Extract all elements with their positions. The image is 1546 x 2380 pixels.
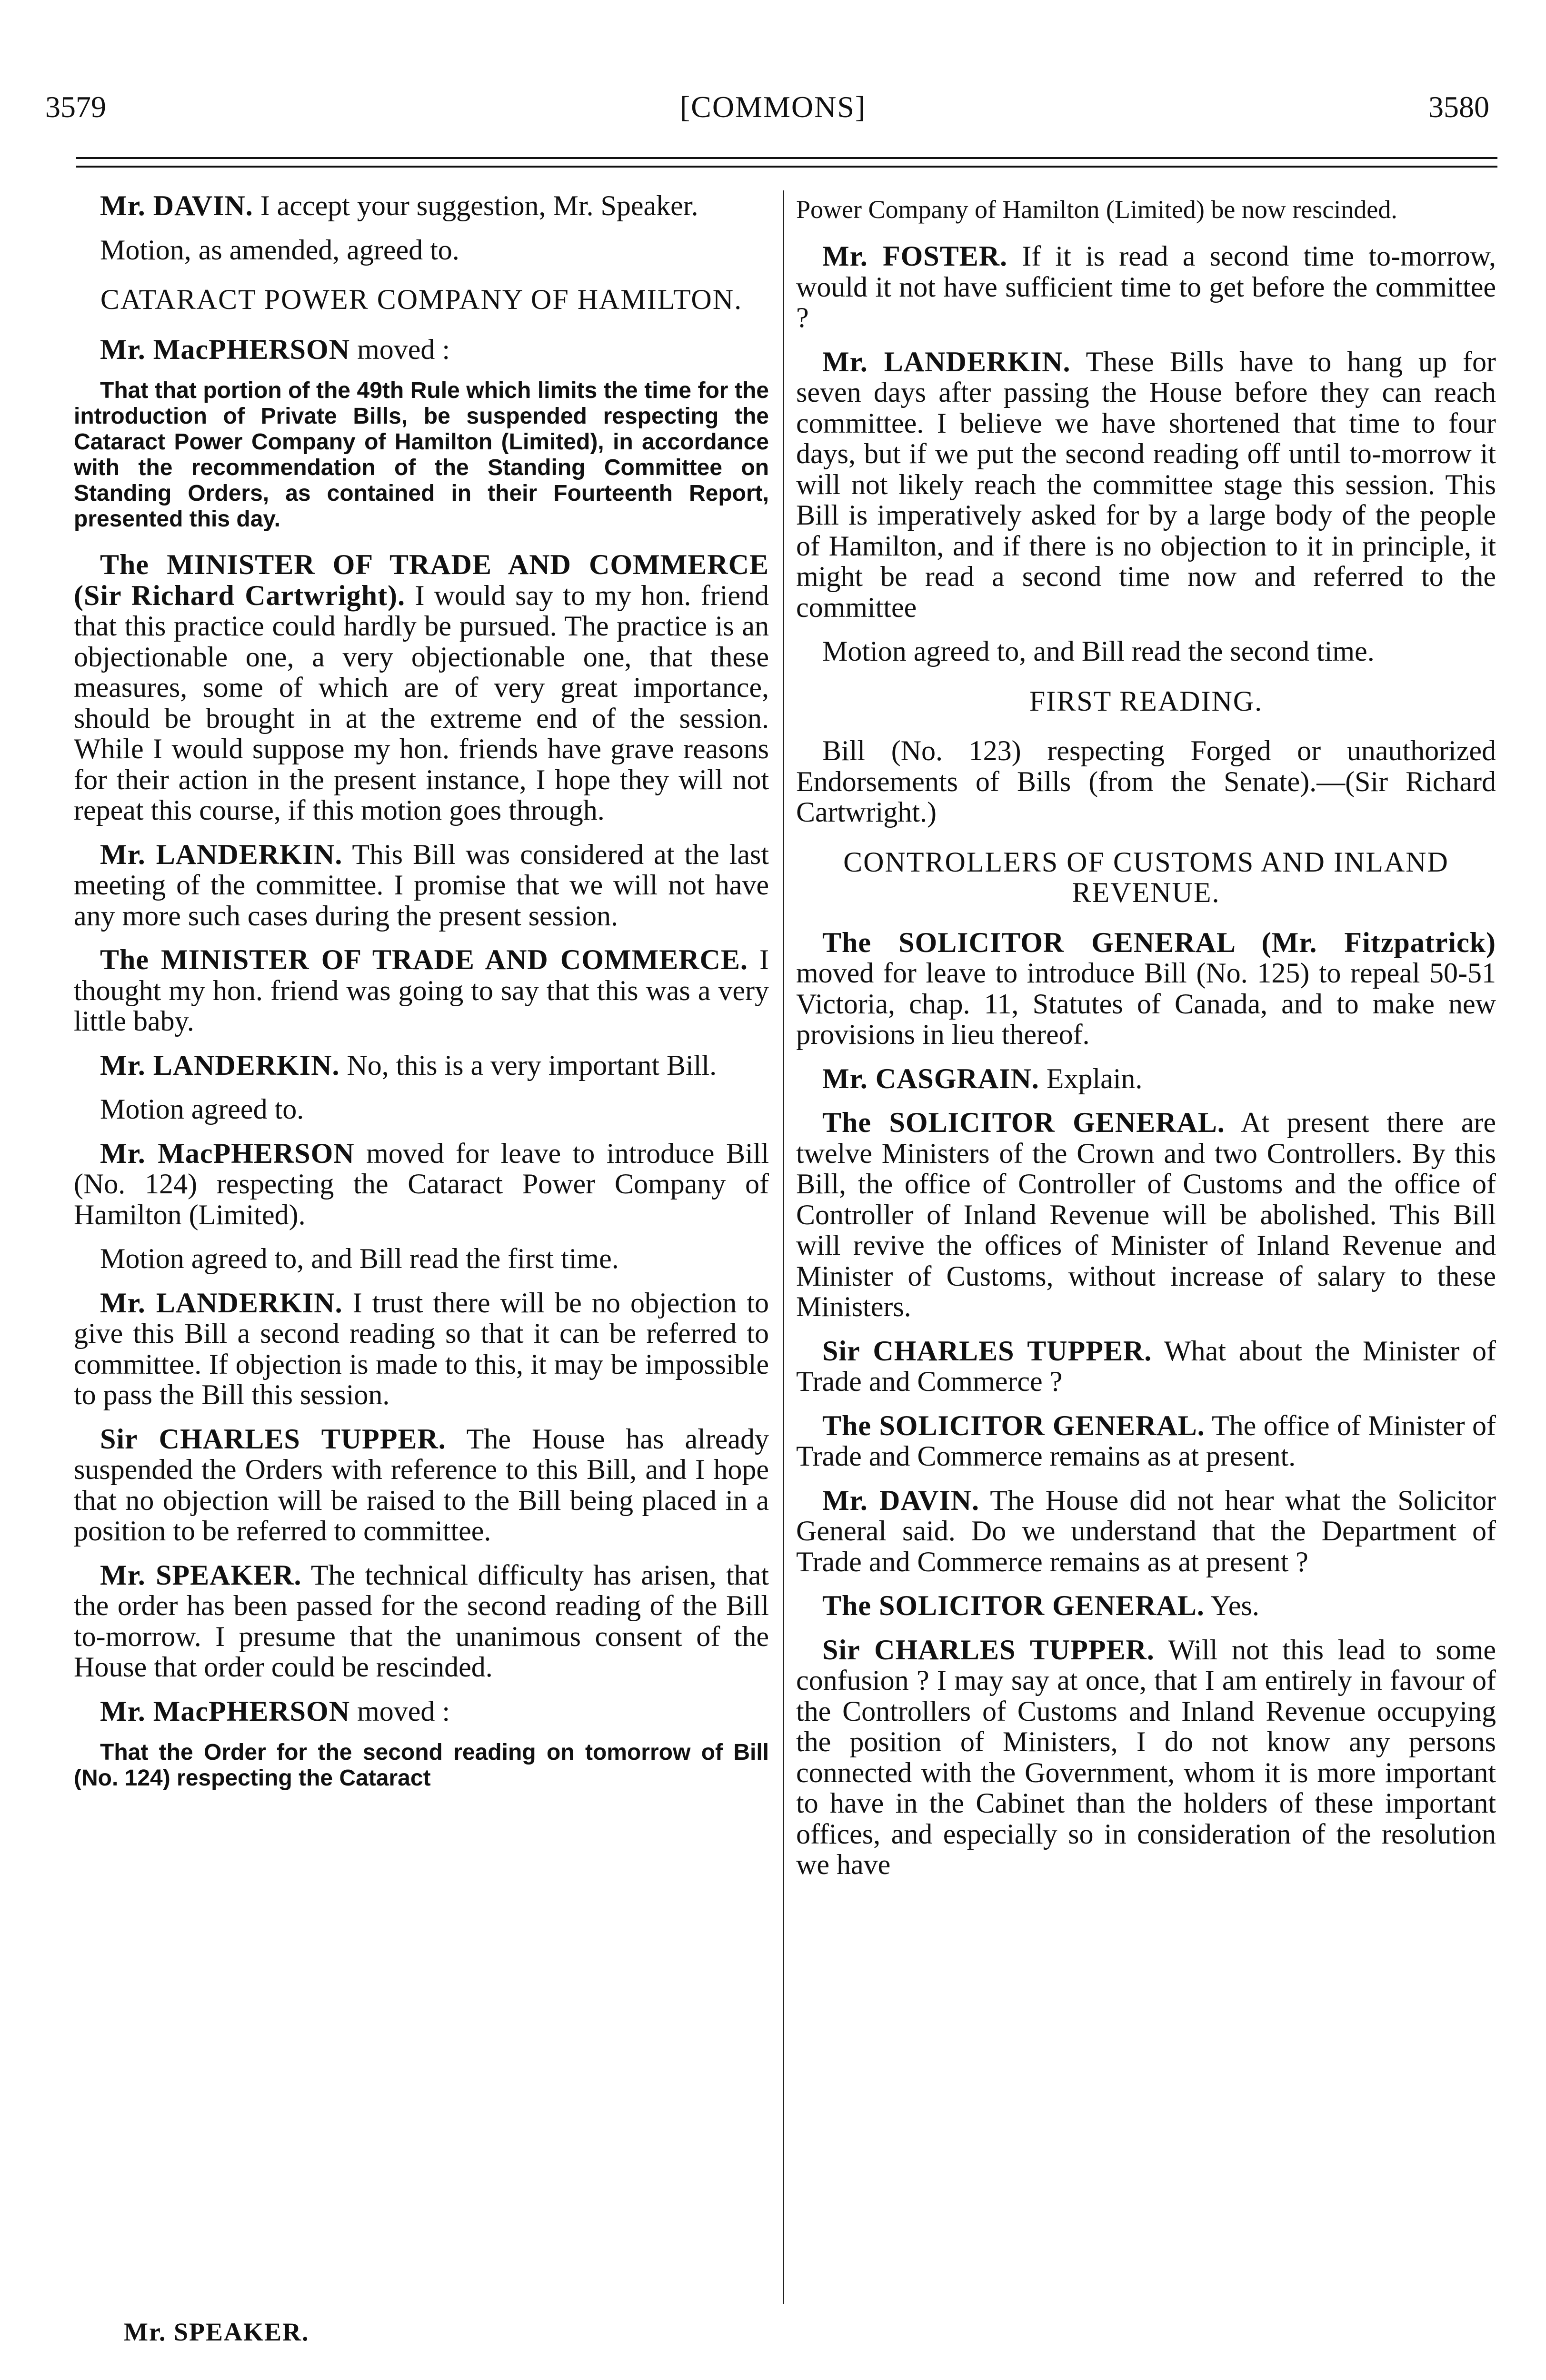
- header-rule-bottom: [76, 166, 1497, 168]
- speech-text: moved :: [350, 1695, 450, 1727]
- paragraph: [796, 1410, 1496, 1472]
- speaker-name: Mr. LANDERKIN.: [822, 346, 1071, 377]
- speaker-name: Mr. LANDERKIN.: [100, 838, 343, 870]
- speaker-name: Mr. LANDERKIN.: [100, 1049, 340, 1081]
- speech-text: This Bill was considered at the last meeting of the committee. I promise that we will not have any more such cases during the present session.: [74, 838, 769, 932]
- paragraph: [74, 839, 769, 932]
- paragraph: [796, 1336, 1496, 1397]
- section-heading: FIRST READING.: [1029, 685, 1263, 717]
- header-rule-top: [76, 157, 1497, 159]
- paragraph: Bill (No. 123) respecting Forged or unauthorized Endorsements of Bills (from the Senate).—(Sir Richard Cartwright.): [796, 735, 1496, 828]
- paragraph: [74, 1050, 769, 1081]
- speaker-name: Mr. DAVIN.: [822, 1484, 979, 1516]
- speech-text: moved for leave to introduce Bill (No. 124) respecting the Cataract Power Company of Hamilton (Limited).: [74, 1137, 769, 1230]
- speaker-name: The MINISTER OF TRADE AND COMMERCE (Sir Richard Cartwright).: [74, 549, 769, 611]
- speaker-name: The SOLICITOR GENERAL (Mr. Fitzpatrick): [822, 926, 1496, 958]
- speaker-name: The SOLICITOR GENERAL.: [822, 1590, 1205, 1621]
- paragraph: [74, 549, 769, 826]
- speaker-name: Mr. MacPHERSON: [100, 333, 350, 365]
- speech-text: I trust there will be no objection to give this Bill a second reading so that it can be referred to committee. If objection is made to this, it may be impossible to pass the Bill this session.: [74, 1287, 769, 1410]
- speech-text: Yes.: [1204, 1590, 1259, 1621]
- speech-text: moved for leave to introduce Bill (No. 125) to repeal 50-51 Victoria, chap. 11, Statutes of Canada, and to make new provisions in lieu thereof.: [796, 957, 1496, 1050]
- paragraph: [74, 1138, 769, 1230]
- paragraph: [796, 1063, 1496, 1094]
- speaker-name: Mr. MacPHERSON: [100, 1137, 355, 1169]
- section-heading: CATARACT POWER COMPANY OF HAMILTON.: [100, 284, 743, 315]
- speaker-name: Sir CHARLES TUPPER.: [822, 1634, 1155, 1666]
- paragraph: [74, 1424, 769, 1547]
- speech-text: I thought my hon. friend was going to say that this was a very little baby.: [74, 944, 769, 1037]
- speaker-name: Mr. LANDERKIN.: [100, 1287, 343, 1319]
- paragraph: Motion, as amended, agreed to.: [100, 234, 459, 266]
- speech-text: At present there are twelve Ministers of the Crown and two Controllers. By this Bill, the office of Controller of Customs and the office of Controller of Inland Revenue will be abolished. This Bill will revive the offices of Minister of Inland Revenue and Minister of Customs, without increase of salary to these Ministers.: [796, 1107, 1496, 1322]
- speaker-name: Mr. SPEAKER.: [100, 1559, 302, 1591]
- speaker-name: Sir CHARLES TUPPER.: [100, 1423, 446, 1455]
- paragraph: [74, 334, 769, 365]
- speaker-name: The MINISTER OF TRADE AND COMMERCE.: [100, 944, 748, 975]
- column-divider: [783, 190, 784, 2304]
- speech-text: I accept your suggestion, Mr. Speaker.: [253, 190, 698, 221]
- catchword-footer: Mr. SPEAKER.: [124, 2318, 309, 2346]
- right-column: [796, 190, 1496, 1894]
- speaker-name: Mr. CASGRAIN.: [822, 1062, 1039, 1094]
- paragraph: [74, 1560, 769, 1683]
- paragraph: [796, 1485, 1496, 1577]
- paragraph: [796, 1590, 1496, 1621]
- paragraph: [796, 1107, 1496, 1322]
- paragraph: [796, 927, 1496, 1050]
- speaker-name: Mr. MacPHERSON: [100, 1695, 350, 1727]
- speech-text: Will not this lead to some confusion ? I may say at once, that I am entirely in favour of the Controllers of Customs and Inland Revenue occupying the position of Ministers, I do not know any persons connected with the Government, whom it is more important to have in the Cabinet than the holders of these important offices, and especially so in consideration of the resolution we have: [796, 1634, 1496, 1880]
- motion-continuation: Power Company of Hamilton (Limited) be now rescinded.: [796, 195, 1397, 224]
- speech-text: The office of Minister of Trade and Commerce remains as at present.: [796, 1409, 1496, 1472]
- speech-text: Explain.: [1039, 1062, 1143, 1094]
- page-number-left: 3579: [45, 90, 106, 124]
- speech-text: If it is read a second time to-morrow, would it not have sufficient time to get before the committee ?: [796, 240, 1496, 333]
- speech-text: What about the Minister of Trade and Commerce ?: [796, 1335, 1496, 1397]
- speech-text: No, this is a very important Bill.: [339, 1049, 717, 1081]
- page-number-right: 3580: [1428, 90, 1489, 124]
- paragraph: [74, 1288, 769, 1410]
- motion-text: That that portion of the 49th Rule which limits the time for the introduction of Private Bills, be suspended respecting the Cataract Power Company of Hamilton (Limited), in accordance with the recommendation of the Standing Committee on Standing Orders, as contained in their Fourteenth Report, presented this day.: [74, 378, 769, 532]
- page-header: [0, 0, 1546, 152]
- speaker-name: Mr. DAVIN.: [100, 190, 253, 221]
- speech-text: The House has already suspended the Orders with reference to this Bill, and I hope that no objection will be raised to the Bill being placed in a position to be referred to committee.: [74, 1423, 769, 1547]
- paragraph: [796, 241, 1496, 333]
- left-column: [74, 190, 769, 1808]
- speech-text: These Bills have to hang up for seven days after passing the House before they can reach committee. I believe we have shortened that time to four days, but if we put the second reading off until to-morrow it will not likely reach the committee stage this session. This Bill is imperatively asked for by a large body of the people of Hamilton, and if there is no objection to it in principle, it might be read a second time now and referred to the committee: [796, 346, 1496, 623]
- paragraph: Motion agreed to.: [100, 1093, 304, 1125]
- paragraph: Motion agreed to, and Bill read the first time.: [100, 1243, 619, 1274]
- paragraph: [74, 190, 769, 221]
- speech-text: The House did not hear what the Solicitor General said. Do we understand that the Department of Trade and Commerce remains as at present ?: [796, 1484, 1496, 1577]
- paragraph: Motion agreed to, and Bill read the second time.: [822, 635, 1375, 667]
- speaker-name: The SOLICITOR GENERAL.: [822, 1409, 1205, 1441]
- running-title: [COMMONS]: [679, 90, 867, 124]
- paragraph: [796, 347, 1496, 623]
- section-heading: CONTROLLERS OF CUSTOMS AND INLAND REVENUE.: [843, 846, 1449, 908]
- motion-text: That the Order for the second reading on tomorrow of Bill (No. 124) respecting the Cataract: [74, 1740, 769, 1791]
- speech-text: I would say to my hon. friend that this practice could hardly be pursued. The practice is an objectionable one, a very objectionable one, that these measures, some of which are of very great importance, should be brought in at the extreme end of the session. While I would suppose my hon. friends have grave reasons for their action in the present instance, I hope they will not repeat this course, if this motion goes through.: [74, 579, 769, 826]
- speaker-name: Mr. FOSTER.: [822, 240, 1008, 272]
- speaker-name: Sir CHARLES TUPPER.: [822, 1335, 1152, 1367]
- paragraph: [74, 1696, 769, 1727]
- paragraph: [74, 944, 769, 1037]
- speech-text: The technical difficulty has arisen, that the order has been passed for the second reading of the Bill to-morrow. I presume that the unanimous consent of the House that order could be rescinded.: [74, 1559, 769, 1683]
- speech-text: moved :: [350, 333, 450, 365]
- paragraph: [796, 1635, 1496, 1880]
- speaker-name: The SOLICITOR GENERAL.: [822, 1107, 1225, 1138]
